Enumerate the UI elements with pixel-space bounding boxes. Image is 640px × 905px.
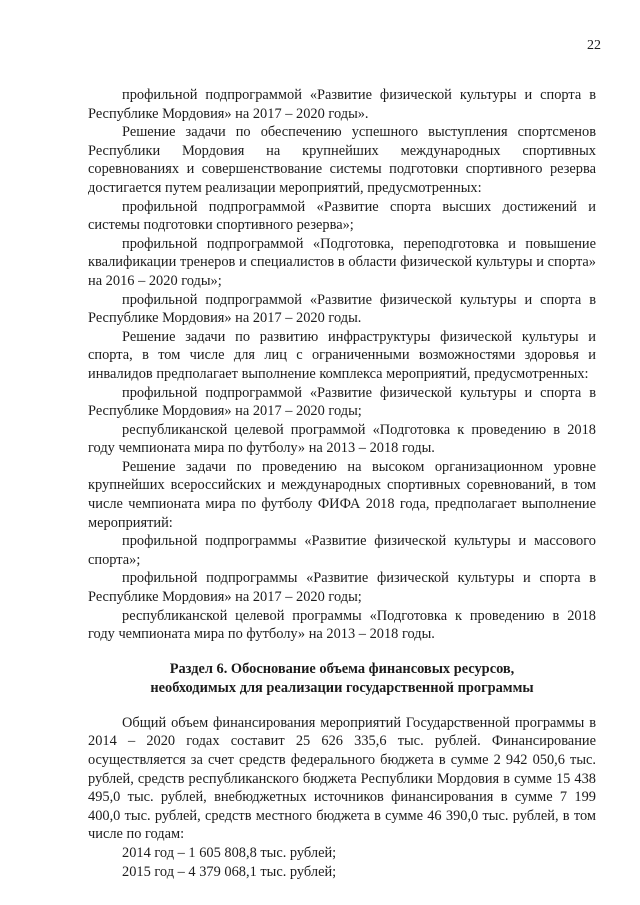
paragraph: Общий объем финансирования мероприятий Государственной программы в 2014 – 2020 годах составит 25 626 335,6 тыс. рублей. Финансирование осуществляется за счет средств федерального бюджета в сумме 2 942 050,6 тыс. рублей, средств республиканского бюджета Республики Мордовия в сумме 15 438 495,0 тыс. рублей, внебюджетных источников финансирования в сумме 7 199 400,0 тыс. рублей, средств местного бюджета в сумме 46 390,0 тыс. рублей, в том числе по годам: bbox=[88, 714, 596, 843]
paragraph: профильной подпрограммой «Развитие спорта высших достижений и системы подготовки спортивного резерва»; bbox=[88, 198, 596, 234]
page-number: 22 bbox=[587, 38, 601, 53]
paragraph: профильной подпрограммой «Развитие физической культуры и спорта в Республике Мордовия» на 2017 – 2020 годы; bbox=[88, 384, 596, 420]
section-heading-line: необходимых для реализации государственной программы bbox=[150, 679, 534, 696]
paragraph: республиканской целевой программой «Подготовка к проведению в 2018 году чемпионата мира по футболу» на 2013 – 2018 годы. bbox=[88, 421, 596, 457]
paragraph: профильной подпрограммой «Развитие физической культуры и спорта в Республике Мордовия» на 2017 – 2020 годы». bbox=[88, 87, 596, 122]
document-body bbox=[88, 86, 596, 881]
paragraph: профильной подпрограммы «Развитие физической культуры и спорта в Республике Мордовия» на 2017 – 2020 годы; bbox=[88, 570, 596, 606]
paragraph: Решение задачи по обеспечению успешного выступления спортсменов Республики Мордовия на крупнейших международных спортивных соревнованиях и совершенствование системы подготовки спортивного резерва достигается путем реализации мероприятий, предусмотренных: bbox=[88, 124, 596, 196]
paragraph: профильной подпрограммы «Развитие физической культуры и массового спорта»; bbox=[88, 533, 596, 568]
paragraph: профильной подпрограммой «Подготовка, переподготовка и повышение квалификации тренеров и специалистов в области физической культуры и спорта» на 2016 – 2020 годы»; bbox=[88, 235, 596, 289]
year-line: 2014 год – 1 605 808,8 тыс. рублей; bbox=[122, 844, 337, 861]
year-line: 2015 год – 4 379 068,1 тыс. рублей; bbox=[122, 863, 337, 880]
paragraph: профильной подпрограммой «Развитие физической культуры и спорта в Республике Мордовия» на 2017 – 2020 годы. bbox=[88, 291, 596, 327]
section-heading bbox=[88, 660, 596, 698]
paragraph: республиканской целевой программы «Подготовка к проведению в 2018 году чемпионата мира по футболу» на 2013 – 2018 годы. bbox=[88, 607, 596, 643]
paragraph: Решение задачи по развитию инфраструктуры физической культуры и спорта, в том числе для лиц с ограниченными возможностями здоровья и инвалидов предполагает выполнение комплекса мероприятий, предусмотренных: bbox=[88, 328, 596, 382]
section-heading-line: Раздел 6. Обоснование объема финансовых ресурсов, bbox=[169, 660, 515, 677]
paragraph: Решение задачи по проведению на высоком организационном уровне крупнейших всероссийских и международных спортивных соревнований, в том числе чемпионата мира по футболу ФИФА 2018 года, предполагает выполнение мероприятий: bbox=[88, 458, 596, 531]
